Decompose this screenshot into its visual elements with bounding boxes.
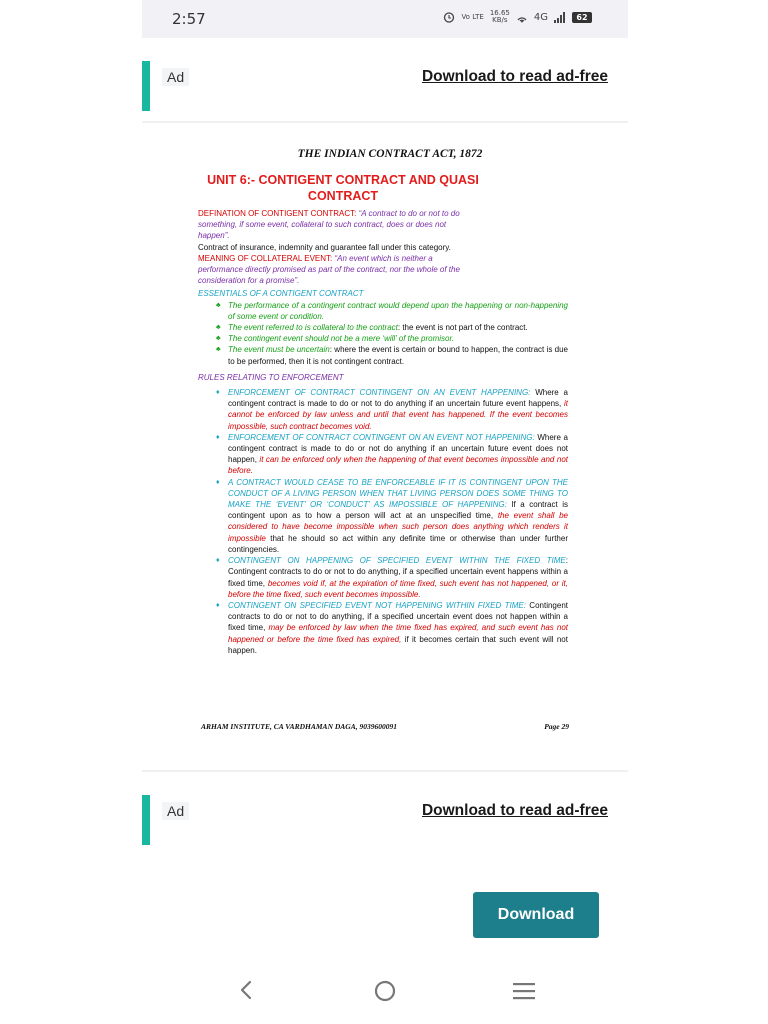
download-ad-free-link[interactable]: Download to read ad-free xyxy=(421,68,608,85)
rules-list xyxy=(198,387,568,656)
alarm-icon xyxy=(443,11,455,23)
essentials-heading: ESSENTIALS OF A CONTIGENT CONTRACT xyxy=(198,289,364,299)
battery-icon: 62 xyxy=(572,12,592,23)
list-item: ♦ A CONTRACT WOULD CEASE TO BE ENFORCEABLE IF IT IS CONTINGENT UPON THE CONDUCT OF A LIVING PERSON WHEN THAT LIVING PERSON DOES SOME THING TO MAKE THE ‘EVENT’ OR ‘CONDUCT’ AS IMPOSSIBLE OF HAPPENING: If a contract is contingent upon as to how a person will act at an unspecified time, the event shall be considered to have become impossible when such person does anything which renders it impossible that he should so act within any definite time or otherwise than under further contingencies. xyxy=(216,477,568,555)
status-bar xyxy=(142,0,628,38)
insurance-line: Contract of insurance, indemnity and guarantee fall under this category. xyxy=(198,242,451,252)
document-title: THE INDIAN CONTRACT ACT, 1872 xyxy=(297,148,483,160)
list-item: ♦ CONTINGENT ON SPECIFIED EVENT NOT HAPPENING WITHIN FIXED TIME: Contingent contracts to do or not to do anything, if a specified uncertain event does not happen within a fixed time, may be enforced by law when the time fixed has expired, and such event has not happened or before the time fixed has expired, if it becomes certain that such event will not happen. xyxy=(216,600,568,656)
download-button[interactable]: Download xyxy=(473,892,599,938)
hotspot-icon xyxy=(516,12,528,23)
ad-badge: Ad xyxy=(162,802,189,820)
signal-icon xyxy=(554,12,566,23)
essentials-list xyxy=(198,300,568,367)
page-number: Page 29 xyxy=(544,722,569,731)
divider xyxy=(142,121,628,123)
list-item: ♦ ENFORCEMENT OF CONTRACT CONTINGENT ON AN EVENT NOT HAPPENING: Where a contingent contract is made to do or not do anything if an uncertain future event does not happen, it can be enforced only when the happening of that event becomes impossible and not before. xyxy=(216,432,568,477)
list-item: ♣ The event referred to is collateral to the contract: the event is not part of the contract. xyxy=(216,322,568,333)
rules-heading: RULES RELATING TO ENFORCEMENT xyxy=(198,372,344,382)
divider xyxy=(142,770,628,772)
ad-banner-top xyxy=(142,61,628,111)
unit-heading: UNIT 6:- CONTIGENT CONTRACT AND QUASI CONTRACT xyxy=(207,173,479,203)
ad-badge: Ad xyxy=(162,68,189,86)
status-time: 2:57 xyxy=(172,10,206,28)
phone-screen xyxy=(142,0,628,1024)
ad-banner-bottom xyxy=(142,795,628,845)
list-item: ♦ CONTINGENT ON HAPPENING OF SPECIFIED EVENT WITHIN THE FIXED TIME: Contingent contracts to do or not to do anything, if a specified uncertain event happens within a fixed time, becomes void if, at the expiration of time fixed, such event has not happened, or it, before the time fixed, such event becomes impossible. xyxy=(216,555,568,600)
meaning-paragraph: MEANING OF COLLATERAL EVENT: “An event which is neither a performance directly promised as part of the contract, nor the whole of the consideration for a promise”. xyxy=(198,253,460,286)
ad-accent-bar xyxy=(142,795,150,845)
ad-accent-bar xyxy=(142,61,150,111)
chevron-left-icon[interactable] xyxy=(236,979,258,1001)
hamburger-menu-icon[interactable] xyxy=(513,982,535,1000)
list-item: ♦ ENFORCEMENT OF CONTRACT CONTINGENT ON AN EVENT HAPPENING: Where a contingent contract is made to do or not to do anything if an uncertain future event happens, it cannot be enforced by law unless and until that event has happened. If the event becomes impossible, such contract becomes void. xyxy=(216,387,568,432)
definition-paragraph: DEFINATION OF CONTIGENT CONTRACT: “A contract to do or not to do something, if some event, collateral to such contract, does or does not happen”. xyxy=(198,209,460,241)
document-page xyxy=(198,148,588,748)
circle-home-icon[interactable] xyxy=(374,980,396,1002)
download-ad-free-link[interactable]: Download to read ad-free xyxy=(421,802,608,819)
document-body xyxy=(198,208,568,656)
list-item: ♣ The performance of a contingent contract would depend upon the happening or non-happening of some event or condition. xyxy=(216,300,568,322)
net-speed: 16.65 KB/s xyxy=(489,9,510,24)
list-item: ♣ The contingent event should not be a mere ‘will’ of the promisor. xyxy=(216,333,568,344)
list-item: ♣ The event must be uncertain: where the event is certain or bound to happen, the contract is due to be performed, then it is not contingent contract. xyxy=(216,344,568,366)
volte-indicator: Vo LTE xyxy=(461,12,484,21)
network-type: 4G xyxy=(533,11,548,23)
footer-credit: ARHAM INSTITUTE, CA VARDHAMAN DAGA, 9039600091 xyxy=(201,722,397,731)
navigation-bar xyxy=(142,960,628,1024)
document-footer xyxy=(201,722,569,731)
status-icons xyxy=(443,10,592,24)
